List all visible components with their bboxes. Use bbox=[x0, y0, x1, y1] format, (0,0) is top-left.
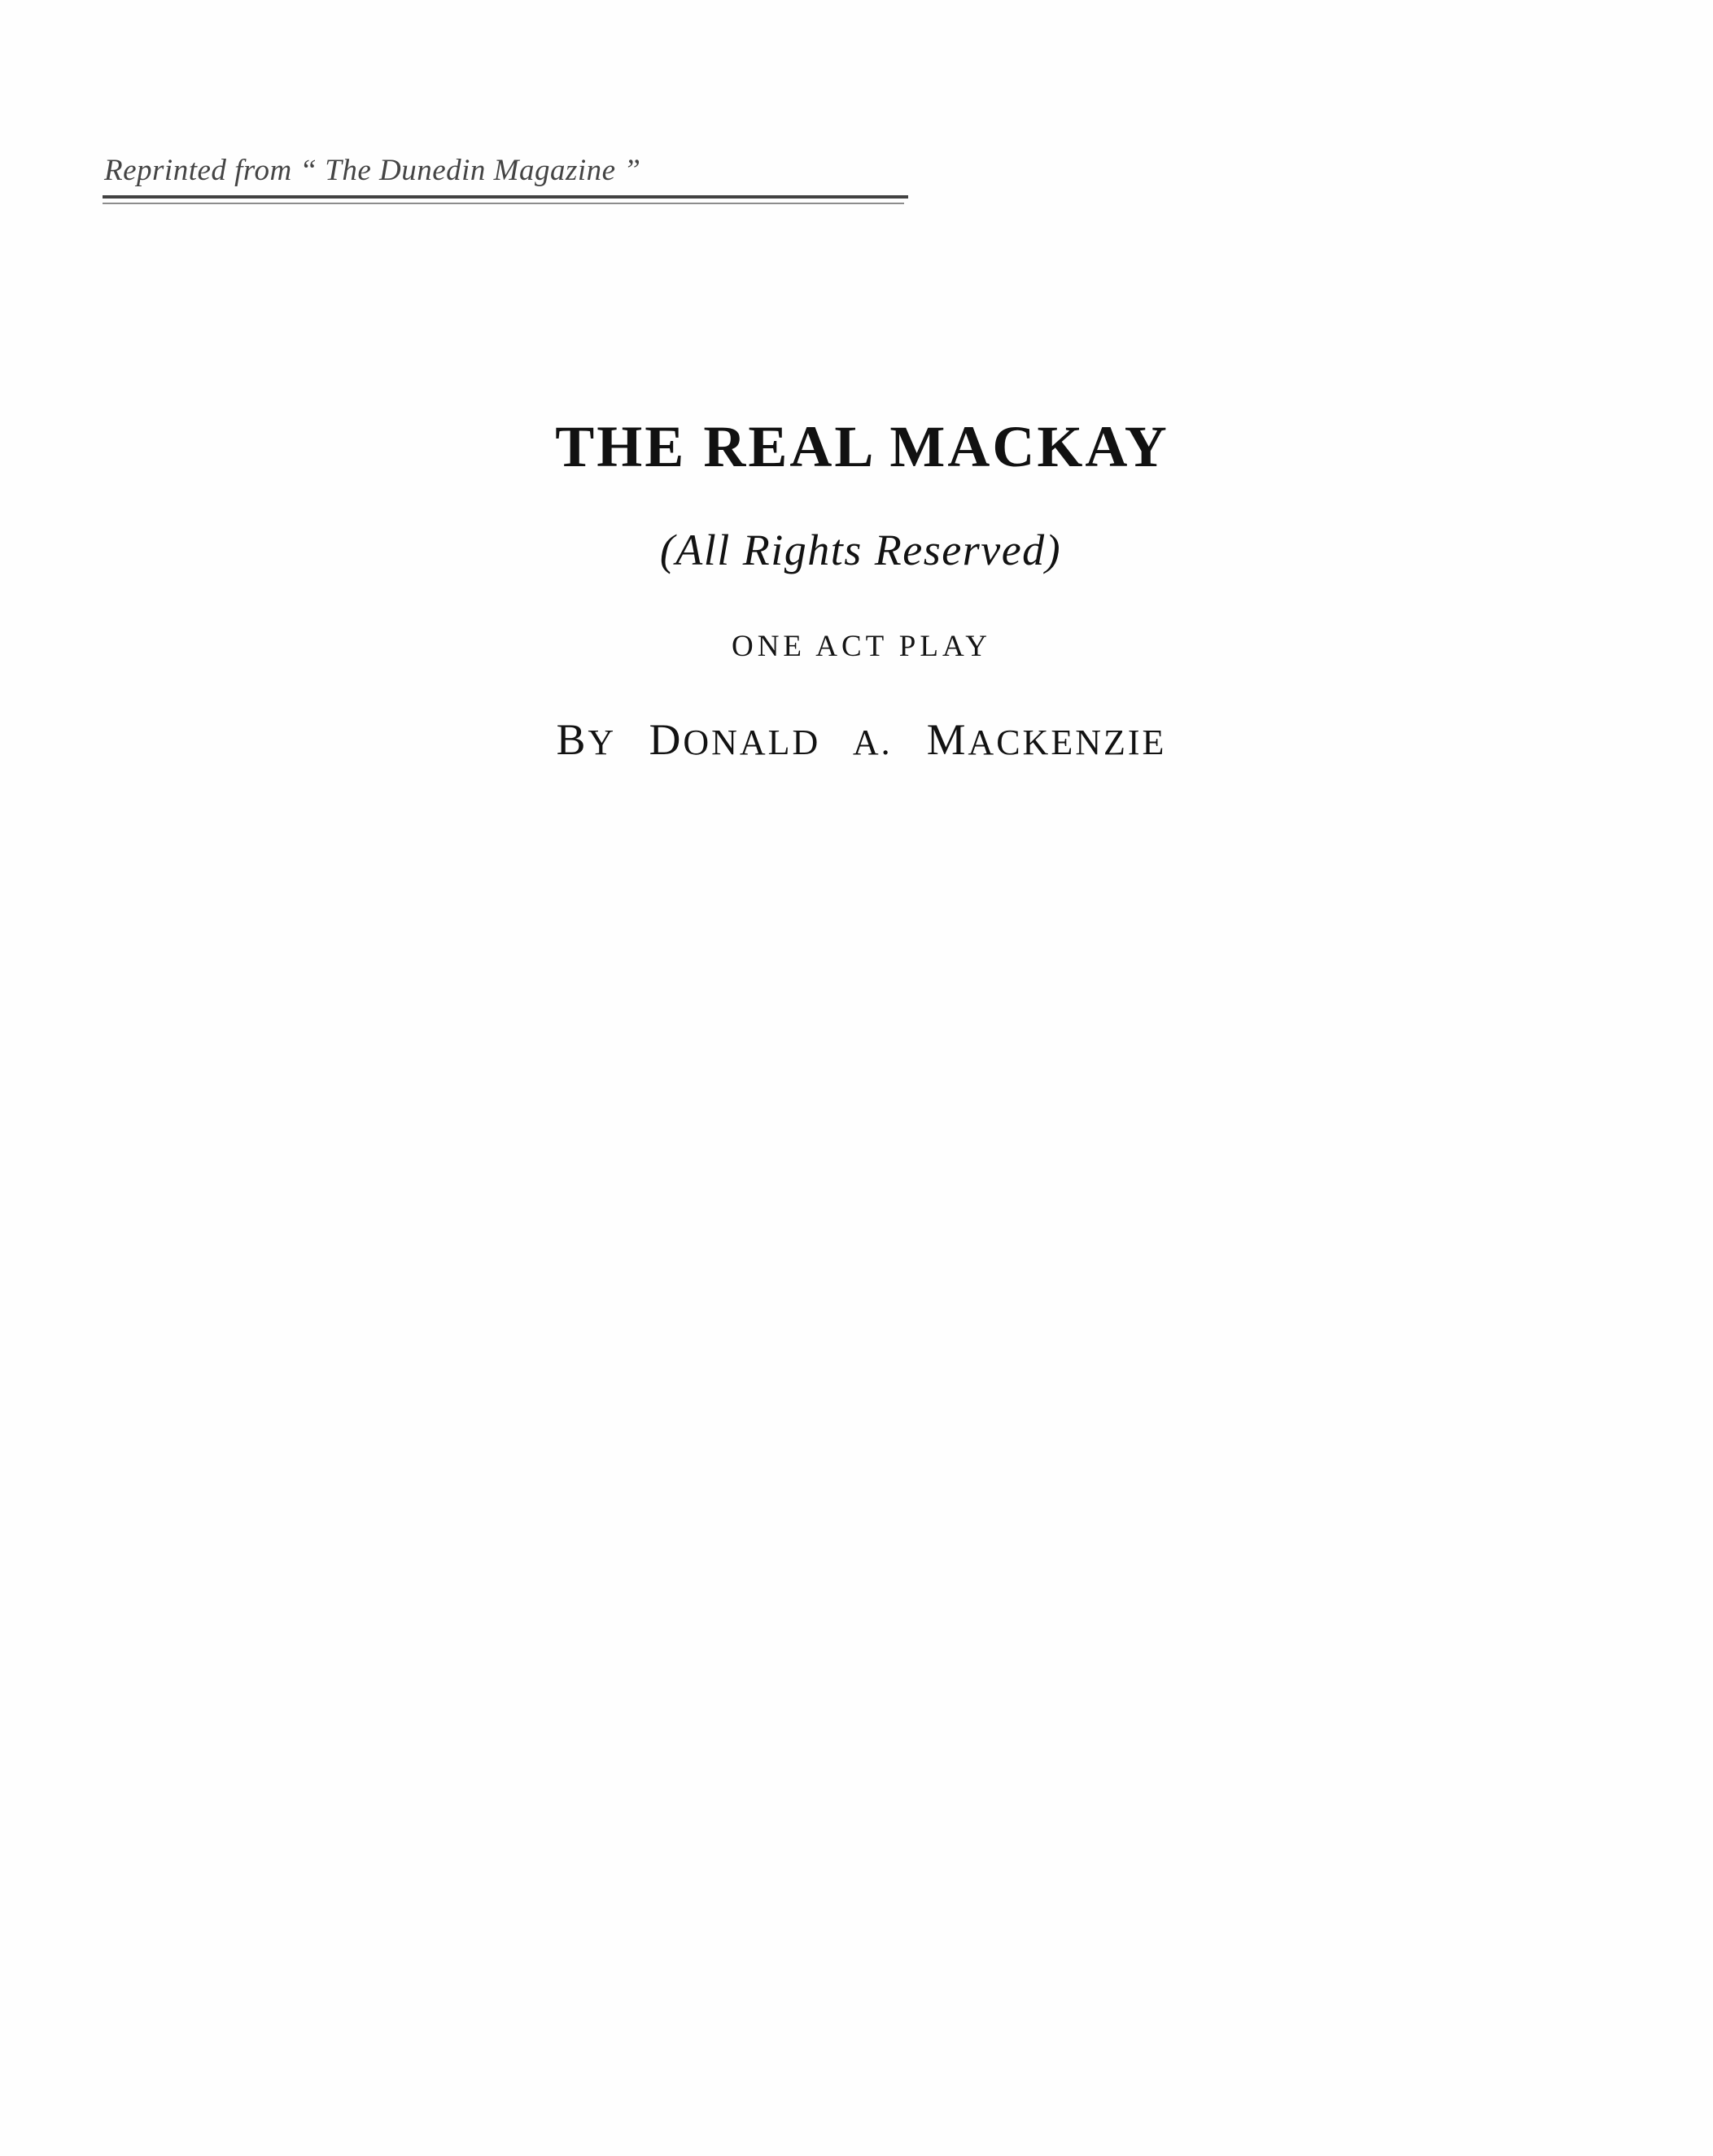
byline-by-rest: Y bbox=[588, 722, 615, 763]
rights-statement: (All Rights Reserved) bbox=[659, 526, 1062, 575]
author-first-rest: ONALD bbox=[683, 722, 821, 763]
title-block bbox=[0, 415, 1713, 765]
reprint-source-note: Reprinted from “ The Dunedin Magazine ” bbox=[104, 154, 641, 187]
byline-by-lead: B bbox=[556, 715, 588, 765]
byline bbox=[10, 714, 1713, 765]
author-last-rest: ACKENZIE bbox=[968, 722, 1167, 763]
author-last-lead: M bbox=[926, 715, 968, 765]
reprint-underline-rule-secondary bbox=[103, 203, 904, 204]
page-title: THE REAL MACKAY bbox=[555, 414, 1169, 479]
author-middle-initial: A. bbox=[852, 722, 893, 763]
author-first-lead: D bbox=[649, 715, 684, 765]
reprint-underline-rule bbox=[103, 195, 908, 199]
play-type-label: ONE ACT PLAY bbox=[731, 630, 992, 664]
